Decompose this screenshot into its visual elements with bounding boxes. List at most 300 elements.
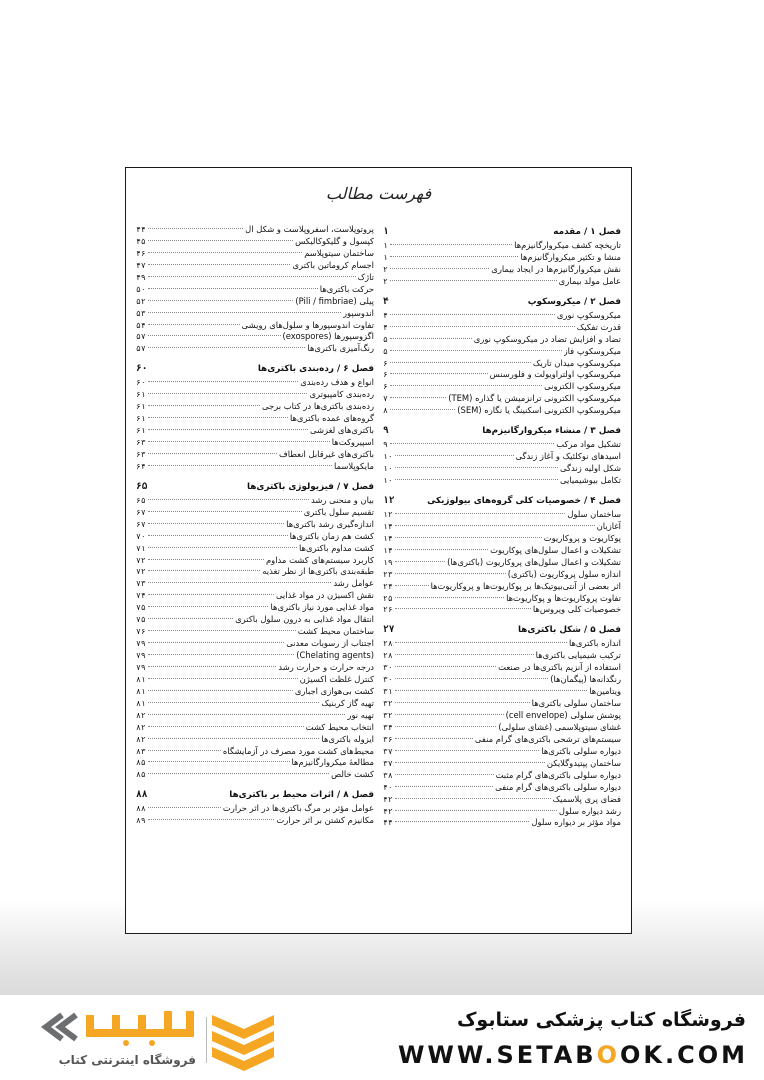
toc-entry (136, 757, 374, 769)
toc-entry (136, 308, 374, 320)
entry-title: پوکاریوت و پروکاریوت (543, 532, 621, 543)
page-number: ۷ (383, 394, 388, 404)
dot-leader (148, 276, 356, 277)
toc-entry (383, 722, 621, 734)
entry-title: باکتری‌های لغزشی (310, 425, 374, 436)
dot-leader (395, 642, 567, 643)
entry-title: دیواره سلولی باکتری‌های گرام منفی (495, 781, 621, 792)
chapter-heading (136, 479, 374, 495)
page-number: ۱۴ (383, 545, 393, 555)
toc-entry (383, 734, 621, 746)
page-number: ۶۷ (136, 507, 146, 517)
entry-title: تشکیلات و اعمال سلول‌های پوکاریوت (490, 544, 621, 555)
toc-entry (136, 413, 374, 425)
page-number: ۶۰ (136, 378, 146, 388)
page-number: ۸۵ (136, 758, 146, 768)
page-number: ۶۱ (136, 414, 146, 424)
toc-entry (136, 710, 374, 722)
dot-leader (148, 702, 320, 703)
entry-title: مکانیزم کشتن بر اثر حرارت (276, 815, 374, 826)
dot-leader (148, 582, 332, 583)
toc-entry (136, 437, 374, 449)
dot-leader (395, 726, 497, 727)
page-number: ۳۸ (383, 770, 393, 780)
entry-title: فضای پری پلاسمیک (552, 793, 621, 804)
dot-leader (390, 280, 557, 281)
entry-title: تقسیم سلول باکتری (303, 506, 374, 517)
toc-entry (136, 461, 374, 473)
dot-leader (390, 362, 531, 363)
entry-title: عوامل رشد (333, 578, 374, 589)
chapter-heading (136, 787, 374, 803)
page-number: ۴۹ (136, 272, 146, 282)
entry-title: باکتری‌های غیرقابل انعطاف (279, 448, 374, 459)
entry-title: ساختمان پپتیدوگلایکن (546, 757, 621, 768)
page-number: ۲۸ (383, 651, 393, 661)
page-number: ۳۱ (383, 687, 393, 697)
page-number: ۶۳ (136, 438, 146, 447)
page-number: ۸۱ (136, 686, 146, 696)
page-number: ۹ (383, 440, 388, 450)
page-number: ۱۴ (383, 521, 393, 531)
entry-title: میکروسکوپ الکترونی (544, 381, 621, 392)
chapter-title: فصل ۴ / خصوصیات کلی گروه‌های بیولوژیکی (427, 495, 621, 506)
toc-entry (136, 815, 374, 827)
toc-entry (136, 650, 374, 662)
dot-leader (395, 774, 494, 775)
toc-entry (383, 322, 621, 334)
entry-title: (Chelating agents) (296, 650, 374, 660)
dot-leader (148, 300, 294, 301)
dot-leader (148, 618, 233, 619)
toc-entry (136, 224, 374, 236)
entry-title: ویتامین‌ها (589, 686, 621, 697)
entry-title: ساختمان سیتوپلاسم (304, 247, 374, 258)
entry-title: تاریخچه کشف میکروارگانیزم‌ها (514, 240, 621, 250)
dot-leader (148, 807, 221, 808)
entry-title: حرکت باکتری‌ها (319, 283, 374, 294)
entry-title: تکامل بیوشیمیایی (560, 475, 621, 485)
toc-entry (136, 626, 374, 638)
entry-title: استفاده از آنزیم باکتری‌ها در صنعت (498, 662, 621, 673)
page-number: ۴۰ (383, 782, 393, 792)
entry-title: غشای سیتوپلاسمی (غشای سلولی) (498, 721, 621, 732)
toc-entry (136, 746, 374, 758)
entry-title: کشت بی‌هوازی اجباری (294, 685, 374, 696)
toc-entry (136, 769, 374, 781)
entry-title: میکروسکوپ نوری (556, 309, 621, 320)
page-number: ۷۴ (136, 591, 146, 601)
store-banner (0, 995, 764, 1080)
page-number: ۴۲ (383, 794, 393, 804)
logo-divider (206, 1017, 207, 1063)
page-number: ۴ (383, 295, 389, 307)
entry-title: ساختمان محیط کشت (297, 626, 374, 637)
toc-entry (383, 346, 621, 358)
page-number: ۸۲ (136, 722, 146, 732)
entry-title: میکروسکوپ الکترونی اسکنینگ یا نگاره (SEM) (457, 405, 621, 416)
toc-entry (136, 578, 374, 590)
toc-entry (383, 545, 621, 557)
page-number: ۸۱ (136, 698, 146, 708)
dot-leader (395, 714, 504, 715)
page-number: ۷۹ (136, 639, 146, 649)
toc-entry (136, 425, 374, 437)
page-number: ۸۲ (136, 710, 146, 720)
page-number: ۴۷ (136, 260, 146, 270)
chapter-heading (383, 423, 621, 439)
setabook-chevron-logo-icon (208, 1009, 278, 1071)
dot-leader (390, 268, 489, 269)
toc-entry (136, 449, 374, 461)
toc-entry (136, 331, 374, 343)
page-number: ۲ (383, 264, 388, 274)
entry-title: طبقه‌بندی باکتری‌ها از نظر تغذیه (262, 566, 374, 577)
dot-leader (148, 690, 293, 691)
dot-leader (148, 570, 261, 571)
dot-leader (390, 409, 455, 410)
dot-leader (148, 535, 288, 536)
toc-entry (383, 240, 621, 252)
dot-leader (148, 499, 309, 500)
chapter-heading (383, 224, 621, 240)
toc-entry (383, 334, 621, 346)
chapter-title: فصل ۸ / اثرات محیط بر باکتری‌ها (229, 790, 374, 801)
toc-left-column (136, 224, 374, 827)
dot-leader (395, 537, 542, 538)
page-number: ۷۲ (136, 567, 146, 577)
toc-entry (383, 604, 621, 616)
toc-entry (383, 674, 621, 686)
toc-entry (136, 401, 374, 413)
dot-leader (395, 597, 504, 598)
entry-title: رده‌بندی باکتری‌ها در کتاب برجی (262, 401, 374, 412)
dot-leader (148, 523, 285, 524)
page-number: ۶۴ (136, 461, 146, 471)
chapter-title: فصل ۲ / میکروسکوپ (527, 296, 621, 307)
toc-entry (136, 662, 374, 674)
toc-entry (383, 475, 621, 487)
page-number: ۷۶ (136, 627, 146, 637)
entry-title: کپسول و گلیکوکالیکس (295, 235, 374, 246)
entry-title: آغازیان (596, 520, 621, 531)
chapter-title: فصل ۶ / رده‌بندی باکتری‌ها (257, 364, 374, 375)
entry-title: نقش میکروارگانیزم‌ها در ایجاد بیماری (491, 263, 621, 274)
entry-title: تضاد و افزایش تضاد در میکروسکوپ نوری (473, 333, 621, 344)
dot-leader (395, 666, 496, 667)
page-number: ۶۵ (136, 495, 146, 505)
toc-entry (383, 451, 621, 463)
dot-leader (395, 690, 588, 691)
page-number: ۱۲ (383, 494, 395, 506)
page-number: ۸۸ (136, 804, 146, 814)
dot-leader (148, 654, 295, 655)
entry-title: ساختمان سلول (567, 508, 621, 519)
toc-entry (383, 593, 621, 605)
page-number: ۷۹ (136, 651, 146, 660)
toc-entry (136, 614, 374, 626)
entry-title: تفاوت اندوسپورها و سلول‌های رویشی (241, 319, 374, 330)
entry-title: دیواره سلولی باکتری‌های گرام مثبت (495, 769, 621, 780)
toc-entry (136, 543, 374, 555)
page-number: ۵ (383, 334, 388, 344)
dot-leader (395, 678, 549, 679)
shop-url[interactable] (398, 1041, 748, 1069)
page-number: ۷۲ (136, 555, 146, 565)
dot-leader (395, 525, 595, 526)
dot-leader (148, 594, 274, 595)
dot-leader (148, 417, 288, 418)
entry-title: رنگدانه‌ها (پیگمان‌ها) (550, 674, 621, 685)
toc-entry (383, 369, 621, 381)
entry-title: میکروسکوپ میدان تاریک (532, 357, 621, 368)
page-number: ۵۰ (136, 284, 146, 294)
dot-leader (395, 467, 558, 468)
toc-entry (136, 531, 374, 543)
entry-title: اثر بعضی از آنتی‌بیوتیک‌ها بر پوکاریوت‌ها و پروکاریوت‌ها (430, 580, 621, 591)
entry-title: تفاوت پروکاریوت‌ها و پوکاریوت‌ها (506, 592, 621, 603)
toc-entry (136, 260, 374, 272)
dot-leader (395, 479, 558, 480)
toc-entry (136, 686, 374, 698)
page-number: ۲۵ (383, 593, 393, 603)
url-part1: WWW.SETAB (397, 1041, 597, 1069)
page-number: ۷۹ (136, 662, 146, 672)
page-number: ۱۲ (383, 509, 393, 519)
dot-leader (148, 819, 275, 820)
entry-title: میکروسکوپ فاز (563, 345, 621, 356)
page-number: ۸ (383, 406, 388, 416)
entry-title: سیستم‌های ترشحی باکتری‌های گرام منفی (474, 733, 621, 744)
toc-entry (136, 507, 374, 519)
entry-title: ایزوله باکتری‌ها (321, 733, 374, 744)
toc-entry (383, 581, 621, 593)
entry-title: کنترل غلظت اکسیژن (299, 673, 374, 684)
toc-entry (383, 264, 621, 276)
dot-leader (390, 326, 575, 327)
page-number: ۱۰ (383, 452, 393, 462)
entry-title: بیان و منحنی رشد (311, 494, 374, 505)
chapter-heading (383, 622, 621, 638)
page-number: ۲۶ (383, 605, 393, 615)
toc-entry (383, 310, 621, 322)
page-number: ۳۰ (383, 675, 393, 685)
page-number: ۳۷ (383, 746, 393, 756)
toc-page (125, 167, 632, 934)
dot-leader (148, 240, 293, 241)
logo-subtitle: فروشگاه اینترنتی کتاب (58, 1053, 196, 1067)
toc-entry (383, 806, 621, 818)
page-number: ۴۴ (136, 225, 146, 234)
dot-leader (148, 714, 346, 715)
entry-title: اندازه سلول پروکاریوت (باکتری) (507, 568, 621, 579)
page-number: ۷۱ (136, 543, 146, 553)
dot-leader (390, 338, 472, 339)
dot-leader (148, 288, 318, 289)
dot-leader (148, 393, 308, 394)
page-number: ۴ (383, 322, 388, 332)
dot-leader (395, 573, 506, 574)
page-number: ۶۳ (136, 449, 146, 459)
toc-entry (136, 343, 374, 355)
page-number: ۷۰ (136, 531, 146, 541)
entry-title: اسیدهای نوکلئیک و آغاز زندگی (515, 451, 621, 462)
dot-leader (395, 798, 551, 799)
chapter-title: فصل ۳ / منشاء میکروارگانیزم‌ها (482, 426, 621, 437)
page-number: ۳۴ (383, 722, 393, 732)
page-number: ۵۲ (136, 296, 146, 306)
toc-entry (136, 296, 374, 308)
toc-entry (383, 817, 621, 829)
page-number: ۸۵ (136, 770, 146, 780)
page-number: ۱۹ (383, 557, 393, 567)
dot-leader (390, 244, 512, 245)
page-number: ۴۶ (136, 248, 146, 258)
entry-title: رشد دیواره سلول (558, 805, 621, 816)
dot-leader (395, 608, 531, 609)
dot-leader (148, 511, 302, 512)
dot-leader (148, 312, 341, 313)
page-number: ۸۳ (136, 746, 146, 756)
page-number: ۸۹ (136, 816, 146, 826)
entry-title: دیواره سلولی باکتری‌ها (541, 745, 621, 756)
dot-leader (390, 256, 519, 257)
dot-leader (148, 750, 221, 751)
toc-entry (383, 276, 621, 288)
entry-title: اجسام کروماتین باکتری (292, 259, 374, 270)
toc-entry (383, 698, 621, 710)
toc-entry (383, 439, 621, 451)
page-number: ۳۶ (383, 734, 393, 744)
dot-leader (148, 738, 320, 739)
entry-title: شکل اولیه زندگی (560, 463, 621, 474)
page-number: ۴۵ (136, 236, 146, 246)
dot-leader (148, 264, 291, 265)
entry-title: ترکیب شیمیایی باکتری‌ها (535, 650, 621, 661)
chapter-title: فصل ۱ / مقدمه (553, 227, 621, 237)
dot-leader (148, 547, 297, 548)
chapter-title: فصل ۵ / شکل باکتری‌ها (518, 625, 621, 636)
page-number: ۱۰ (383, 476, 393, 485)
page-number: ۱۰ (383, 464, 393, 474)
entry-title: مطالعهٔ میکروارگانیزم‌ها (291, 757, 374, 768)
page-number: ۵۷ (136, 344, 146, 354)
toc-entry (136, 566, 374, 578)
toc-entry (136, 555, 374, 567)
url-part2: OK.COM (619, 1041, 748, 1069)
toc-entry (383, 463, 621, 475)
dot-leader (148, 453, 277, 454)
entry-title: تهیه نور (347, 709, 374, 720)
toc-entry (383, 557, 621, 569)
page-number: ۲۴ (383, 581, 393, 591)
toc-entry (383, 710, 621, 722)
dot-leader (148, 666, 277, 667)
entry-title: اگزوسپورها (exospores) (282, 331, 374, 342)
dot-leader (148, 761, 290, 762)
dot-leader (390, 397, 446, 398)
entry-title: انتخاب محیط کشت (305, 721, 374, 732)
dot-leader (390, 443, 554, 444)
page-number: ۴۴ (383, 818, 393, 828)
toc-entry (136, 674, 374, 686)
dot-leader (148, 381, 299, 382)
dot-leader (395, 821, 530, 822)
entry-title: تاژک (357, 271, 374, 282)
dot-leader (148, 606, 269, 607)
toc-entry (136, 389, 374, 401)
entry-title: پیلی (Pili / fimbriae) (295, 295, 374, 306)
toc-entry (136, 722, 374, 734)
dot-leader (148, 642, 285, 643)
dot-leader (390, 385, 542, 386)
page-number: ۱ (383, 226, 389, 237)
entry-title: مواد غذایی مورد نیاز باکتری‌ها (270, 602, 374, 613)
toc-entry (136, 602, 374, 614)
dot-leader (148, 465, 332, 466)
entry-title: کاربرد سیستم‌های کشت مداوم (265, 554, 374, 565)
page-number: ۲ (383, 276, 388, 286)
dot-leader (390, 350, 562, 351)
entry-title: گروه‌های عمده باکتری‌ها (289, 413, 374, 424)
entry-title: مواد مؤثر بر دیواره سلول (531, 817, 621, 828)
entry-title: تشکیلات و اعمال سلول‌های پروکاریوت (باکتری‌ها) (447, 556, 621, 567)
toc-entry (136, 698, 374, 710)
dot-leader (148, 726, 304, 727)
shop-name: فروشگاه کتاب پزشکی ستابوک (456, 1009, 746, 1031)
page-number: ۱ (383, 241, 388, 250)
toc-entry (383, 521, 621, 533)
toc-entry (383, 758, 621, 770)
entry-title: پوشش سلولی (cell envelope) (505, 710, 621, 720)
dot-leader (148, 773, 329, 774)
entry-title: اندازه‌گیری رشد باکتری‌ها (286, 518, 374, 529)
dot-leader (390, 373, 488, 374)
setabook-wordmark-icon (40, 1007, 200, 1047)
chapter-heading (136, 361, 374, 377)
page-number: ۲۸ (383, 639, 393, 649)
page-number: ۴ (383, 310, 388, 320)
page-number: ۷۵ (136, 603, 146, 613)
entry-title: اندازه باکتری‌ها (568, 638, 621, 649)
toc-title: فهرست مطالب (325, 184, 432, 203)
toc-entry (383, 662, 621, 674)
entry-title: ساختمان سلولی باکتری‌ها (531, 698, 621, 709)
entry-title: نقش اکسیژن در مواد غذایی (275, 590, 374, 601)
chapter-heading (383, 493, 621, 509)
page-number: ۵۴ (136, 320, 146, 330)
toc-entry (383, 746, 621, 758)
entry-title: انواع و هدف رده‌بندی (300, 377, 374, 388)
url-accent: O (596, 1041, 620, 1069)
dot-leader (395, 513, 566, 514)
dot-leader (148, 441, 330, 442)
page-number: ۸۲ (136, 734, 146, 744)
dot-leader (148, 630, 296, 631)
entry-title: رنگ‌آمیزی باکتری‌ها (307, 343, 374, 354)
entry-title: مایکوپلاسما (333, 460, 374, 471)
page-number: ۶ (383, 382, 388, 392)
page-number: ۶ (383, 358, 388, 368)
dot-leader (395, 549, 489, 550)
toc-entry (136, 519, 374, 531)
toc-entry (136, 803, 374, 815)
entry-title: محیط‌های کشت مورد مصرف در آزمایشگاه (222, 745, 374, 756)
dot-leader (395, 738, 473, 739)
toc-entry (136, 495, 374, 507)
toc-entry (136, 284, 374, 296)
page-number: ۵ (383, 346, 388, 356)
